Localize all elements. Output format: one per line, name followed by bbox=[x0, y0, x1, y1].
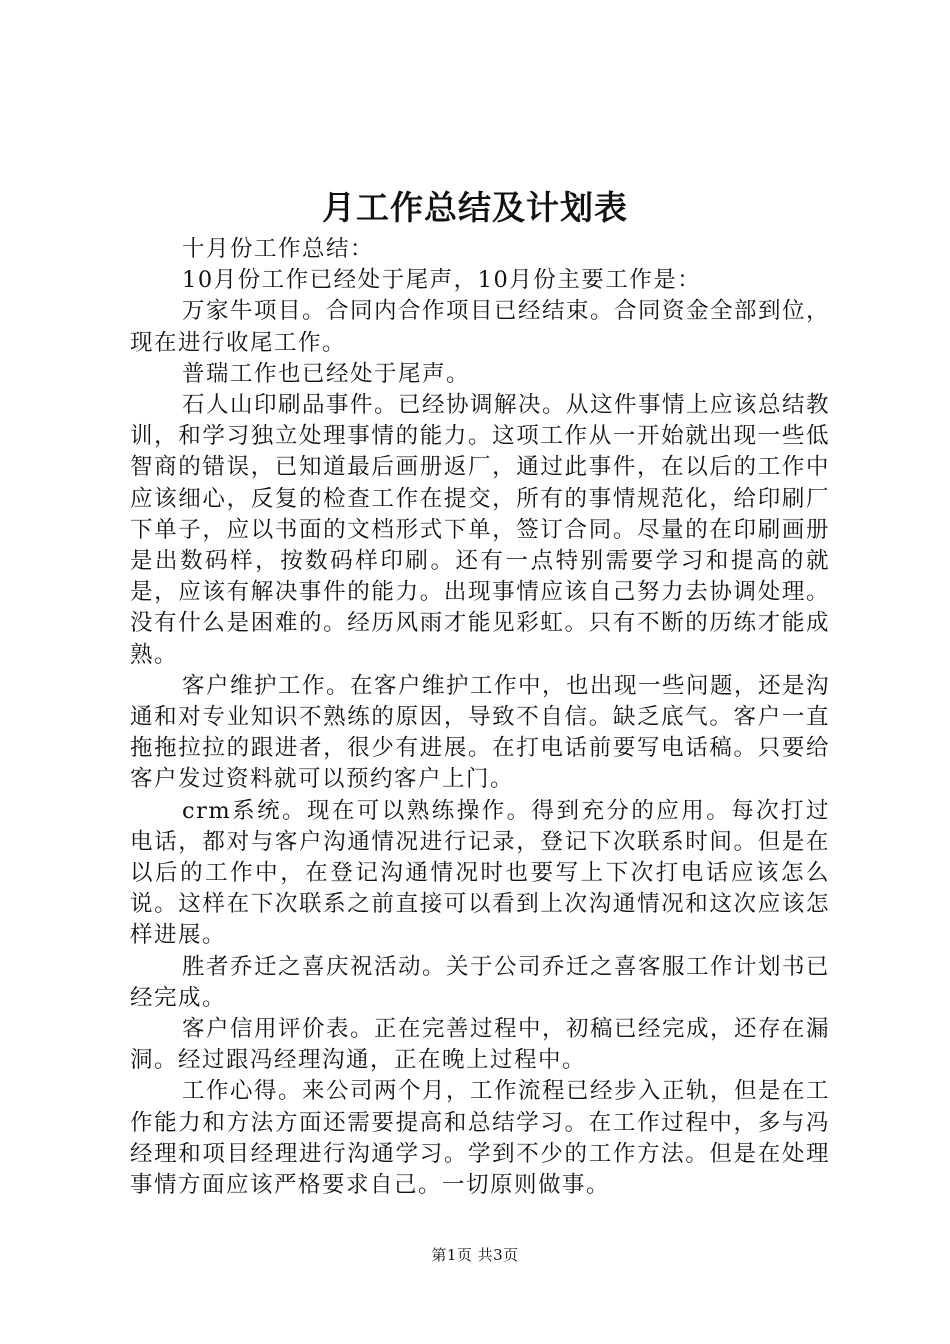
paragraph-wanjianiu-project: 万家牛项目。合同内合作项目已经结束。合同资金全部到位，现在进行收尾工作。 bbox=[130, 298, 831, 356]
paragraph-work-experience: 工作心得。来公司两个月，工作流程已经步入正轨，但是在工作能力和方法方面还需要提高和总结学习。在工作过程中，多与冯经理和项目经理进行沟通学习。学到不少的工作方法。但是在处理事情方面应该严格要求自己。一切原则做事。 bbox=[130, 1078, 831, 1199]
paragraph-customer-maintenance: 客户维护工作。在客户维护工作中，也出现一些问题，还是沟通和对专业知识不熟练的原因，导致不自信。缺乏底气。客户一直拖拖拉拉的跟进者，很少有进展。在打电话前要写电话稿。只要给客户发过资料就可以预约客户上门。 bbox=[130, 672, 831, 793]
paragraph-purui-work: 普瑞工作也已经处于尾声。 bbox=[182, 360, 471, 387]
document-body bbox=[130, 234, 830, 1201]
document-title: 月工作总结及计划表 bbox=[322, 188, 628, 227]
paragraph-section-heading: 十月份工作总结： bbox=[182, 236, 375, 262]
paragraph-credit-evaluation: 客户信用评价表。正在完善过程中，初稿已经完成，还存在漏洞。经过跟冯经理沟通，正在晚上过程中。 bbox=[130, 1016, 831, 1074]
page-number-footer: 第1页 共3页 bbox=[431, 1246, 519, 1264]
paragraph-celebration: 胜者乔迁之喜庆祝活动。关于公司乔迁之喜客服工作计划书已经完成。 bbox=[130, 953, 831, 1011]
paragraph-crm-system: crm系统。现在可以熟练操作。得到充分的应用。每次打过电话，都对与客户沟通情况进行记录，登记下次联系时间。但是在以后的工作中，在登记沟通情况时也要写上下次打电话应该怎么说。这样在下次联系之前直接可以看到上次沟通情况和这次应该怎样进展。 bbox=[130, 797, 830, 949]
paragraph-printing-event: 石人山印刷品事件。已经协调解决。从这件事情上应该总结教训，和学习独立处理事情的能力。这项工作从一开始就出现一些低智商的错误，已知道最后画册返厂，通过此事件，在以后的工作中应该细心，反复的检查工作在提交，所有的事情规范化，给印刷厂下单子，应以书面的文档形式下单，签订合同。尽量的在印刷画册是出数码样，按数码样印刷。还有一点特别需要学习和提高的就是，应该有解决事件的能力。出现事情应该自己努力去协调处理。没有什么是困难的。经历风雨才能见彩虹。只有不断的历练才能成熟。 bbox=[130, 392, 831, 668]
paragraph-intro: 10月份工作已经处于尾声，10月份主要工作是： bbox=[182, 267, 702, 294]
